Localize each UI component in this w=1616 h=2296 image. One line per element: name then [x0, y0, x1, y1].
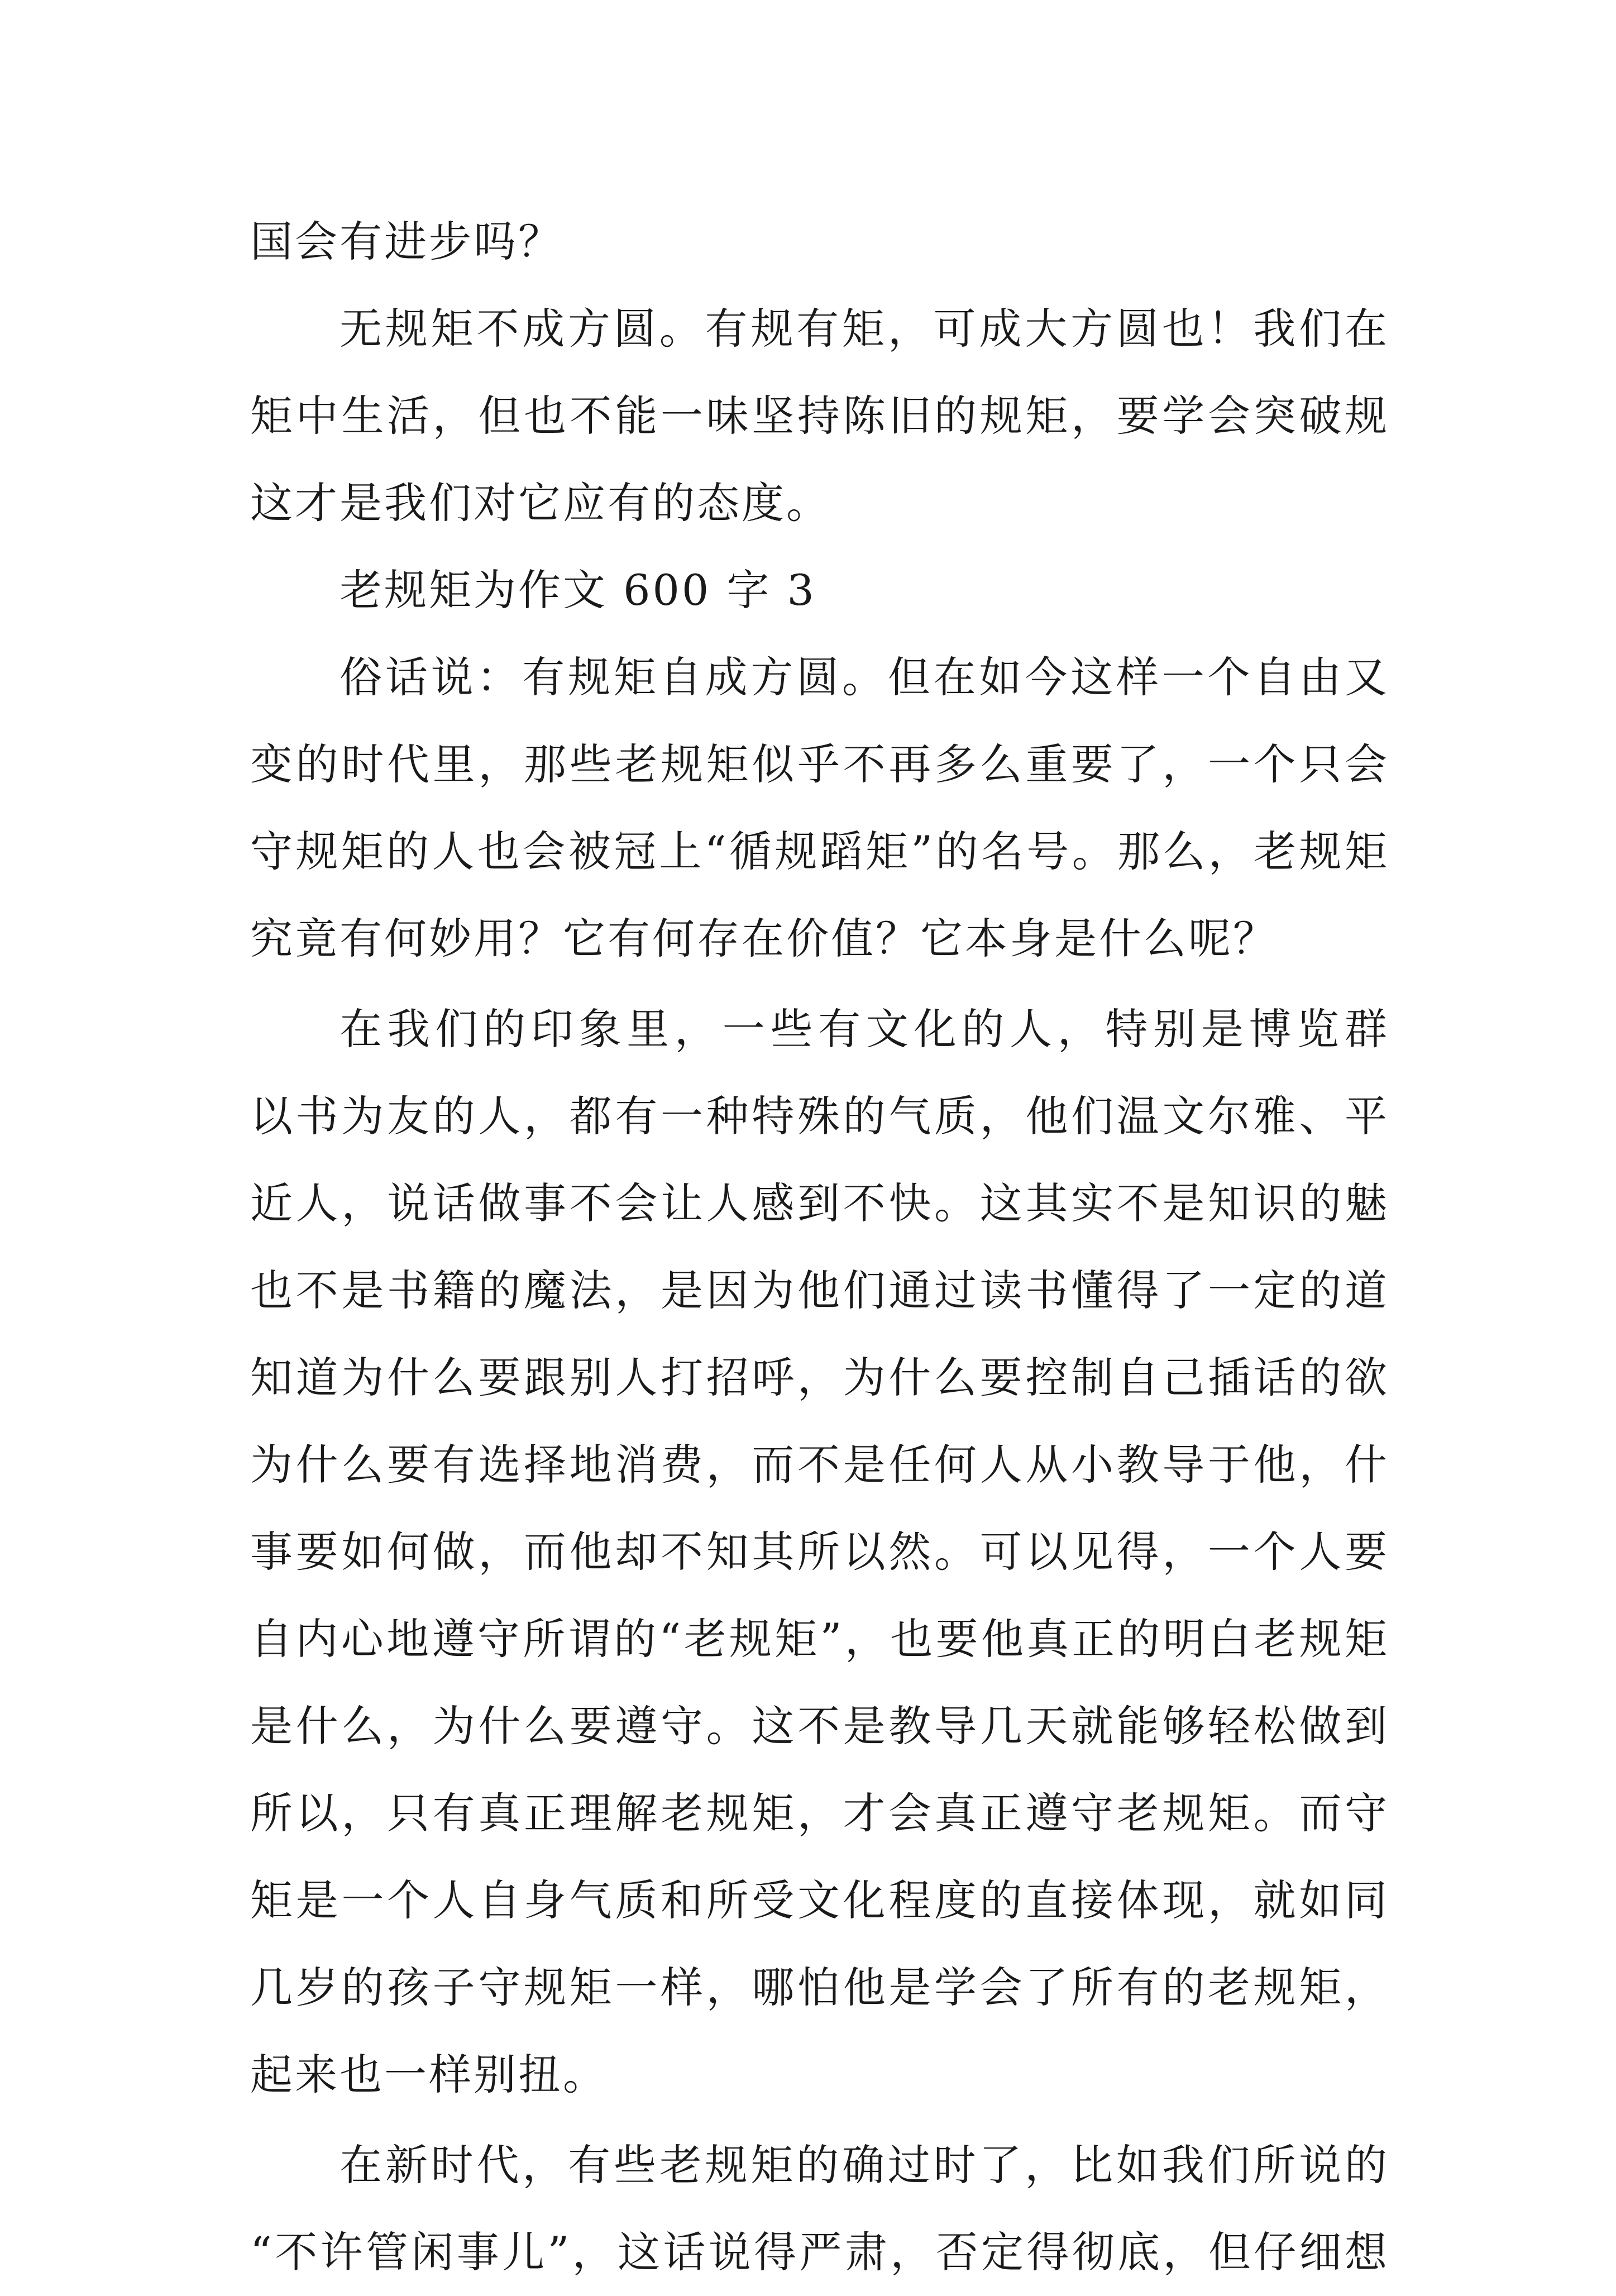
text-line: 起来也一样别扭。 — [250, 2050, 608, 2099]
text-line: 这才是我们对它应有的态度。 — [250, 478, 831, 528]
text-line: 究竟有何妙用？它有何存在价值？它本身是什么呢？ — [250, 914, 1278, 963]
text-line: 是什么，为什么要遵守。这不是教导几天就能够轻松做到 — [250, 1701, 1389, 1751]
document-page — [250, 198, 1389, 2296]
text-line: 事要如何做，而他却不知其所以然。可以见得，一个人要 — [250, 1527, 1389, 1577]
text-line: 也不是书籍的魔法，是因为他们通过读书懂得了一定的道 — [250, 1266, 1389, 1315]
text-line: “不许管闲事儿”，这话说得严肃，否定得彻底，但仔细想 — [250, 2227, 1389, 2277]
text-line: 知道为什么要跟别人打招呼，为什么要控制自己插话的欲 — [250, 1353, 1389, 1402]
paragraph-first-line: 无规矩不成方圆。有规有矩，可成大方圆也！我们在 — [340, 304, 1389, 354]
text-line: 以书为友的人，都有一种特殊的气质，他们温文尔雅、平 — [250, 1091, 1389, 1141]
text-line: 变的时代里，那些老规矩似乎不再多么重要了，一个只会 — [250, 739, 1389, 789]
text-line: 国会有进步吗？ — [250, 217, 563, 266]
paragraph-first-line: 在我们的印象里，一些有文化的人，特别是博览群 — [340, 1004, 1389, 1054]
text-line: 矩是一个人自身气质和所受文化程度的直接体现，就如同 — [250, 1875, 1389, 1925]
text-line: 所以，只有真正理解老规矩，才会真正遵守老规矩。而守 — [250, 1788, 1389, 1838]
text-line: 自内心地遵守所谓的“老规矩”，也要他真正的明白老规矩 — [250, 1614, 1389, 1664]
text-line: 几岁的孩子守规矩一样，哪怕他是学会了所有的老规矩， — [250, 1963, 1389, 2012]
paragraph-first-line: 俗话说：有规矩自成方圆。但在如今这样一个自由又 — [340, 652, 1389, 702]
section-heading: 老规矩为作文 600 字 3 — [340, 565, 816, 615]
paragraph-first-line: 在新时代，有些老规矩的确过时了，比如我们所说的 — [340, 2140, 1389, 2190]
text-line: 守规矩的人也会被冠上“循规蹈矩”的名号。那么，老规矩 — [250, 827, 1389, 876]
text-line: 为什么要有选择地消费，而不是任何人从小教导于他，什 — [250, 1440, 1389, 1490]
text-line: 近人，说话做事不会让人感到不快。这其实不是知识的魅 — [250, 1178, 1389, 1228]
text-line: 矩中生活，但也不能一味坚持陈旧的规矩，要学会突破规 — [250, 391, 1389, 441]
